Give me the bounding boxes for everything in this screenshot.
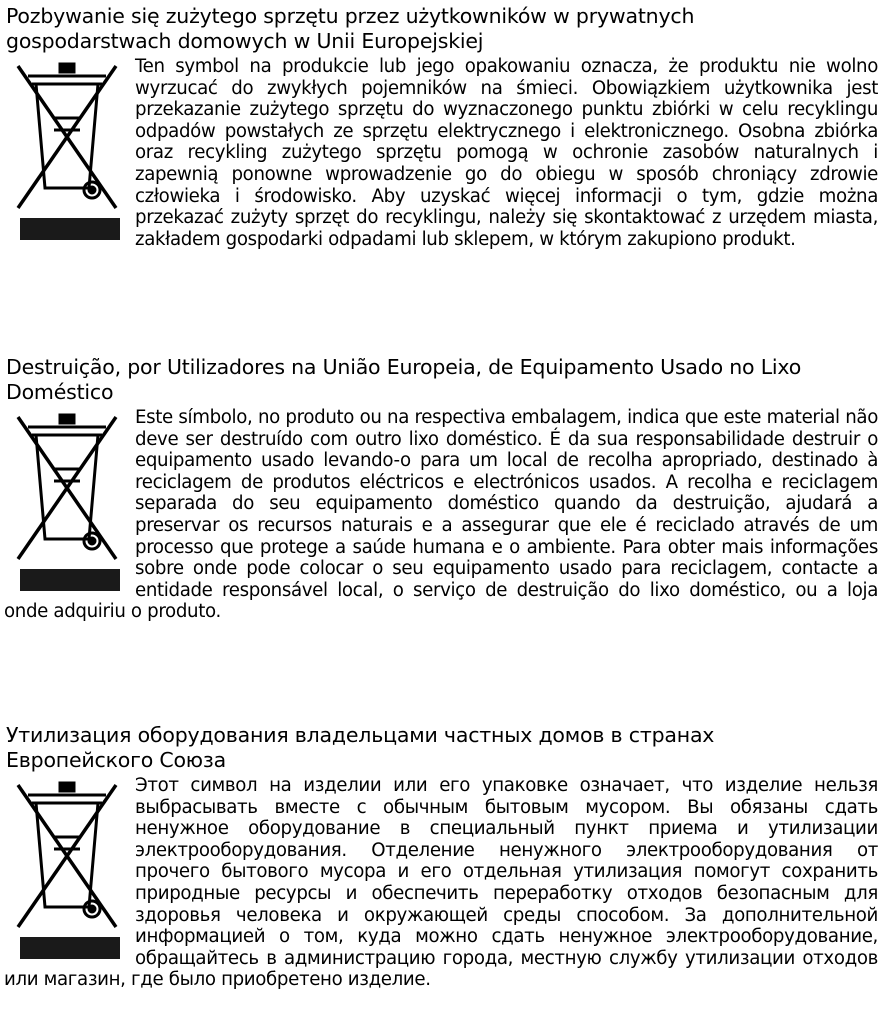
section-heading: Pozbywanie się zużytego sprzętu przez użytkowników w prywatnych gospodarstwach domowych w Unii Europejskiej [6,4,695,53]
weee-section-russian [0,723,880,991]
weee-symbol [0,56,135,246]
black-bar-marker [20,218,120,240]
section-content [0,775,880,991]
crossed-out-wheelie-bin-icon [12,409,122,567]
section-body: Este símbolo, no produto ou na respectiva embalagem, indica que este material não deve ser destruído com outro lixo doméstico. É da sua responsabilidade destruir o equipamento usado levando-o para um local de recolha apropriado, destinado à reciclagem de produtos eléctricos e electrónicos usados. A recolha e reciclagem separada do seu equipamento doméstico quando da destruição, ajudará a preservar os recursos naturais e a assegurar que ele é reciclado através de um processo que protege a saúde humana e o ambiente. Para obter mais informações sobre onde pode colocar o seu equipamento usado para reciclagem, contacte a entidade responsável local, o serviço de destruição do lixo doméstico, ou a loja onde adquiriu o produto. [4,407,878,623]
weee-symbol [0,775,135,965]
black-bar-marker [20,937,120,959]
weee-section-portuguese [0,355,880,623]
section-heading: Destruição, por Utilizadores na União Europeia, de Equipamento Usado no Lixo Doméstico [6,355,802,404]
section-heading: Утилизация оборудования владельцами частных домов в странах Европейского Союза [6,723,715,772]
weee-symbol [0,407,135,597]
crossed-out-wheelie-bin-icon [12,777,122,935]
section-body: Ten symbol na produkcie lub jego opakowaniu oznacza, że produktu nie wolno wyrzucać do zwykłych pojemników na śmieci. Obowiązkiem użytkownika jest przekazanie zużytego sprzętu do wyznaczonego punktu zbiórki w celu recyklingu odpadów powstałych ze sprzętu elektrycznego i elektronicznego. Osobna zbiórka oraz recykling zużytego sprzętu pomogą w ochronie zasobów naturalnych i zapewnią ponowne wprowadzenie go do obiegu w sposób chroniący zdrowie człowieka i środowisko. Aby uzyskać więcej informacji o tym, gdzie można przekazać zużyty sprzęt do recyklingu, należy się skontaktować z urzędem miasta, zakładem gospodarki odpadami lub sklepem, w którym zakupiono produkt. [135,56,878,250]
crossed-out-wheelie-bin-icon [12,58,122,216]
section-content [0,407,880,623]
section-body: Этот символ на изделии или его упаковке означает, что изделие нельзя выбрасывать вместе с обычным бытовым мусором. Вы обязаны сдать ненужное оборудование в специальный пункт приема и утилизации электрооборудования. Отделение ненужного электрооборудования от прочего бытового мусора и его отдельная утилизация помогут сохранить природные ресурсы и обеспечить переработку отходов безопасным для здоровья человека и окружающей среды способом. За дополнительной информацией о том, куда можно сдать ненужное электрооборудование, обращайтесь в администрацию города, местную службу утилизации отходов или магазин, где было приобретено изделие. [4,775,878,991]
weee-section-polish [0,4,880,250]
section-content [0,56,880,250]
black-bar-marker [20,569,120,591]
